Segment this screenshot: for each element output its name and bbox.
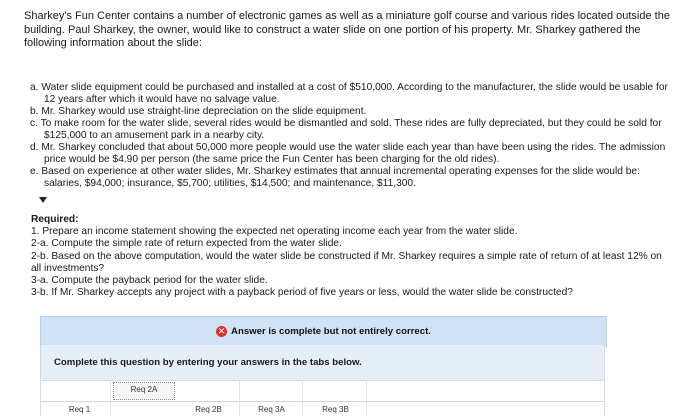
fact-item-b: b. Mr. Sharkey would use straight-line depreciation on the slide equipment. <box>30 106 367 117</box>
required-label: Required: <box>31 214 79 225</box>
tab-req-3a[interactable]: Req 3A <box>241 381 303 416</box>
fact-item-c: c. To make room for the water slide, several rides would be dismantled and sold. These rides are fully depreciated, but they could be sold for $125,000 to an amusement park in a nearby city. <box>30 118 662 141</box>
instruction-text: Complete this question by entering your answers in the tabs below. <box>54 357 362 368</box>
required-line-2b: 2-b. Based on the above computation, would the water slide be constructed if Mr. Sharkey requires a simple rate of return of at least 12% on all investments? <box>31 250 662 274</box>
problem-intro: Sharkey's Fun Center contains a number of electronic games as well as a miniature golf course and various rides located outside the building. Paul Sharkey, the owner, would like to construct a water slide on one portion of his property. Mr. Sharkey gathered the following information about the slide: <box>24 10 670 49</box>
tab-req-3b[interactable]: Req 3B <box>305 381 367 416</box>
problem-facts-list <box>30 82 675 190</box>
tab-req-1[interactable]: Req 1 <box>49 381 111 416</box>
requirement-tabs <box>40 381 605 416</box>
required-section <box>31 214 671 299</box>
answer-status-text: Answer is complete but not entirely correct. <box>231 326 431 337</box>
mouse-cursor-icon <box>39 197 47 203</box>
required-line-1: 1. Prepare an income statement showing the expected net operating income each year from the water slide. <box>31 226 518 238</box>
fact-item-a: a. Water slide equipment could be purchased and installed at a cost of $510,000. According to the manufacturer, the slide would be usable for 12 years after which it would have no salvage value. <box>30 82 668 105</box>
required-line-2a: 2-a. Compute the simple rate of return expected from the water slide. <box>31 238 342 250</box>
required-line-3a: 3-a. Compute the payback period for the water slide. <box>31 275 268 287</box>
instruction-box <box>40 345 605 381</box>
tab-req-2b[interactable]: Req 2B <box>178 381 240 416</box>
error-x-icon: ✕ <box>217 326 226 336</box>
answer-status-bar <box>40 316 607 347</box>
tab-req-2a[interactable]: Req 2A <box>113 382 175 400</box>
required-line-3b: 3-b. If Mr. Sharkey accepts any project with a payback period of five years or less, would the water slide be constructed? <box>31 287 573 299</box>
fact-item-d: d. Mr. Sharkey concluded that about 50,000 more people would use the water slide each year than have been using the rides. The admission price would be $4.90 per person (the same price the Fun Center has been charging for the old rides). <box>30 142 666 165</box>
fact-item-e: e. Based on experience at other water slides, Mr. Sharkey estimates that annual incremental operating expenses for the slide would be: salaries, $94,000; insurance, $5,700; utilities, $14,500; and maintenance, $11,300. <box>30 166 640 189</box>
